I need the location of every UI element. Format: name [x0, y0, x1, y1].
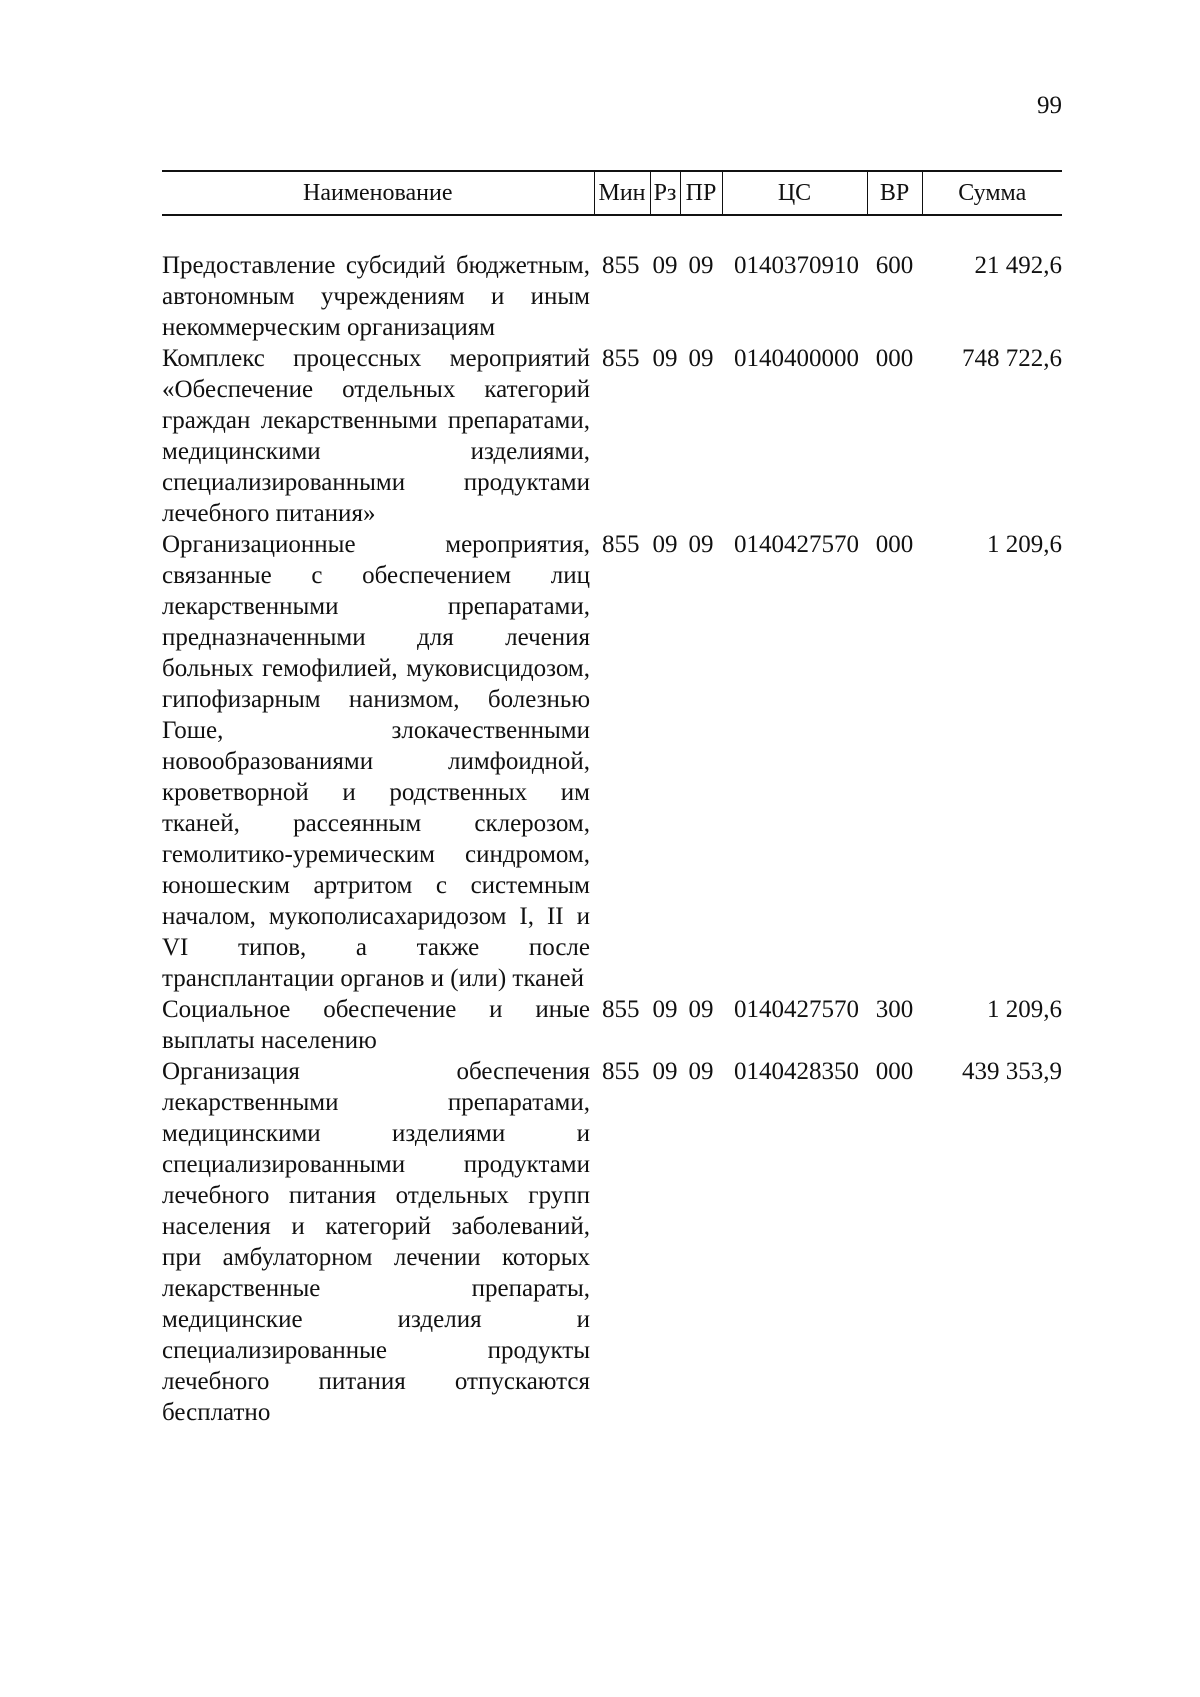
row-name: Организация обеспечения лекарственными препаратами, медицинскими изделиями и специализированными продуктами лечебного питания отдельных групп населения и категорий заболеваний, при амбулаторном лечении которых лекарственные препараты, медицинские изделия и специализированные продукты лечебного питания отпускаются бесплатно [162, 1058, 590, 1426]
table-row [162, 529, 1062, 994]
row-pr: 09 [688, 531, 714, 558]
row-sum: 21 492,6 [974, 252, 1062, 279]
row-vr: 300 [875, 996, 914, 1023]
table-row [162, 343, 1062, 529]
row-sum: 1 209,6 [987, 996, 1062, 1023]
row-min: 855 [602, 1058, 640, 1085]
header-name: Наименование [162, 171, 594, 215]
table-row [162, 250, 1062, 343]
row-vr: 000 [875, 1058, 914, 1085]
row-rz: 09 [652, 252, 678, 279]
row-cs: 0140427570 [734, 996, 859, 1023]
row-min: 855 [602, 345, 640, 372]
header-vr: ВР [867, 171, 922, 215]
page-number: 99 [1037, 92, 1062, 119]
table-row [162, 994, 1062, 1056]
table-row [162, 1056, 1062, 1428]
header-rz: Рз [650, 171, 680, 215]
row-cs: 0140400000 [734, 345, 859, 372]
row-min: 855 [602, 531, 640, 558]
row-cs: 0140428350 [734, 1058, 859, 1085]
table-header-row [162, 171, 1062, 215]
row-pr: 09 [688, 996, 714, 1023]
table-spacer [162, 215, 1062, 250]
row-name: Комплекс процессных мероприятий «Обеспечение отдельных категорий граждан лекарственными препаратами, медицинскими изделиями, специализированными продуктами лечебного питания» [162, 345, 590, 527]
row-sum: 1 209,6 [987, 531, 1062, 558]
row-rz: 09 [652, 531, 678, 558]
row-vr: 000 [875, 345, 914, 372]
row-cs: 0140427570 [734, 531, 859, 558]
row-sum: 439 353,9 [962, 1058, 1062, 1085]
row-rz: 09 [652, 996, 678, 1023]
row-vr: 000 [875, 531, 914, 558]
header-sum: Сумма [922, 171, 1062, 215]
row-name: Предоставление субсидий бюджетным, автономным учреждениям и иным некоммерческим организациям [162, 252, 590, 341]
budget-table [162, 170, 1062, 1428]
row-rz: 09 [652, 1058, 678, 1085]
row-pr: 09 [688, 252, 714, 279]
row-cs: 0140370910 [734, 252, 859, 279]
row-rz: 09 [652, 345, 678, 372]
row-min: 855 [602, 252, 640, 279]
row-pr: 09 [688, 1058, 714, 1085]
header-pr: ПР [680, 171, 722, 215]
row-name: Социальное обеспечение и иные выплаты населению [162, 996, 590, 1054]
row-pr: 09 [688, 345, 714, 372]
header-min: Мин [594, 171, 650, 215]
row-min: 855 [602, 996, 640, 1023]
row-sum: 748 722,6 [962, 345, 1062, 372]
row-name: Организационные мероприятия, связанные с обеспечением лиц лекарственными препаратами, предназначенными для лечения больных гемофилией, муковисцидозом, гипофизарным нанизмом, болезнью Гоше, злокачественными новообразованиями лимфоидной, кроветворной и родственных им тканей, рассеянным склерозом, гемолитико-уремическим синдромом, юношеским артритом с системным началом, мукополисахаридозом I, II и VI типов, а также после трансплантации органов и (или) тканей [162, 531, 590, 992]
row-vr: 600 [875, 252, 914, 279]
header-cs: ЦС [722, 171, 867, 215]
